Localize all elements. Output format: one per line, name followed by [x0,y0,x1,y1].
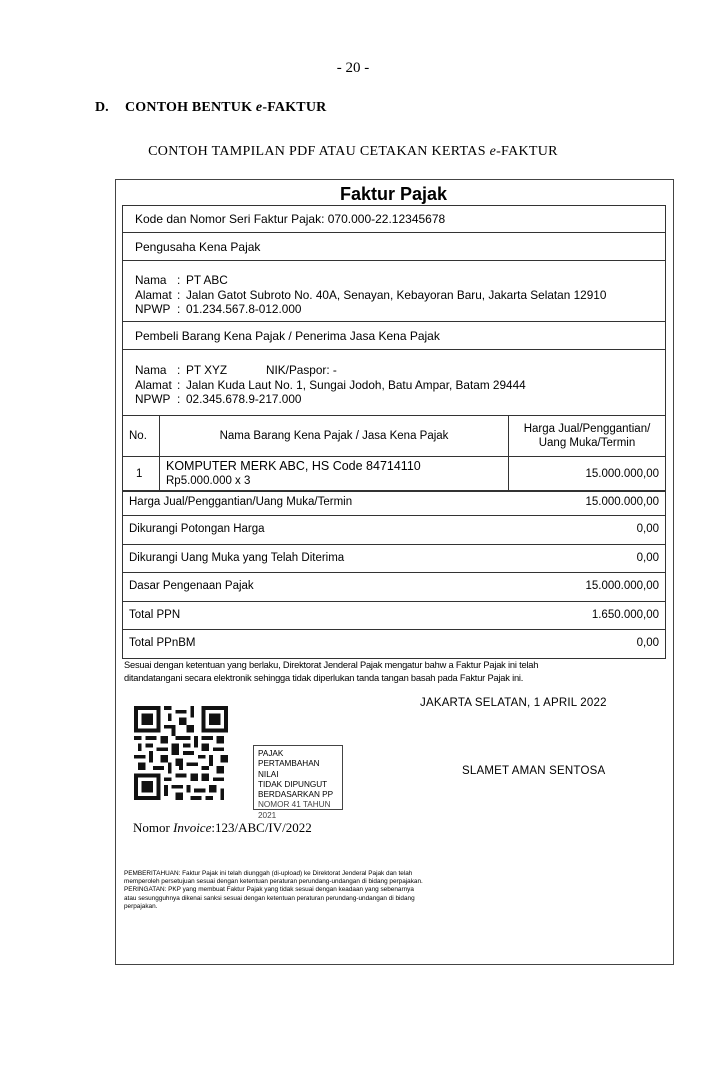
page-number: - 20 - [336,60,370,76]
stamp-line: PERTAMBAHAN NILAI [258,759,320,779]
stamp-line: 2021 [258,810,277,820]
caption-italic: e [489,144,497,159]
seller-npwp: 01.234.567.8-012.000 [186,302,302,316]
total-label: Dikurangi Potongan Harga [129,523,265,536]
total-value: 0,00 [636,637,659,650]
sign-place-date: JAKARTA SELATAN, 1 APRIL 2022 [420,697,607,709]
seller-heading: Pengusaha Kena Pajak [135,239,261,254]
seller-name-label: Nama [135,273,167,287]
buyer-npwp: 02.345.678.9-217.000 [186,392,302,406]
seller-heading-row [122,232,666,261]
col-name-header: Nama Barang Kena Pajak / Jasa Kena Pajak [160,416,509,457]
section-title-suffix: -FAKTUR [262,100,327,115]
total-row-uang-muka [122,544,666,573]
total-row-dpp [122,572,666,602]
tax-stamp-box [253,745,343,820]
total-row-ppn [122,601,666,630]
buyer-heading: Pembeli Barang Kena Pajak / Penerima Jasa Kena Pajak [135,328,440,343]
row-no: 1 [123,457,160,492]
caption-prefix: CONTOH TAMPILAN PDF ATAU CETAKAN KERTAS [148,144,490,159]
row-item-detail: Rp5.000.000 x 3 [166,475,251,487]
buyer-name-label: Nama [135,363,167,377]
stamp-line: TIDAK DIPUNGUT [258,779,328,789]
section-label: D. [95,100,109,115]
stamp-line: PAJAK [258,749,284,758]
buyer-name: PT XYZ [186,363,228,377]
row-item [160,457,509,492]
invoice-number [133,820,312,836]
buyer-address-label: Alamat [135,377,172,392]
seller-name: PT ABC [186,273,228,287]
invoice-number-value: :123/ABC/IV/2022 [211,820,312,835]
caption-suffix: -FAKTUR [496,144,558,159]
seller-npwp-label: NPWP [135,302,171,316]
total-value: 15.000.000,00 [585,496,659,509]
total-row-harga-jual [122,490,666,516]
buyer-npwp-label: NPWP [135,392,171,406]
total-row-potongan [122,515,666,545]
invoice-number-prefix: Nomor [133,820,174,835]
legal-note-line1: Sesuai dengan ketentuan yang berlaku, Direktorat Jenderal Pajak mengatur bahw a Faktur Pajak ini telah [124,660,539,670]
serial-number: Kode dan Nomor Seri Faktur Pajak: 070.000-22.12345678 [135,212,446,226]
seller-address: Jalan Gatot Subroto No. 40A, Senayan, Kebayoran Baru, Jakarta Selatan 12910 [186,287,607,302]
document-caption [0,144,706,160]
signer-name: SLAMET AMAN SENTOSA [462,765,606,777]
row-price: 15.000.000,00 [509,457,666,492]
total-label: Dikurangi Uang Muka yang Telah Diterima [129,551,345,564]
legal-note-line2: ditandatangani secara elektronik sehingga tidak diperlukan tanda tangan basah pada Faktur Pajak ini. [124,673,524,683]
total-label: Harga Jual/Penggantian/Uang Muka/Termin [129,496,353,509]
invoice-title: Faktur Pajak [339,184,448,204]
seller-address-label: Alamat [135,287,172,302]
section-title [125,100,326,116]
buyer-nik: NIK/Paspor: - [266,363,337,377]
total-value: 1.650.000,00 [591,608,659,621]
total-label: Total PPN [129,608,181,621]
qr-code-icon [134,706,228,800]
buyer-address: Jalan Kuda Laut No. 1, Sungai Jodoh, Batu Ampar, Batam 29444 [186,377,526,392]
total-value: 15.000.000,00 [585,580,659,593]
items-table [122,415,666,492]
buyer-details: Nama : PT XYZ NIK/Paspor: - Alamat : Jalan Kuda Laut No. 1, Sungai Jodoh, Batu Ampar, Batam 29444 NPWP : 02.345.678.9-217.000 [122,349,666,416]
stamp-line: NOMOR 41 TAHUN [258,800,331,810]
section-title-prefix: CONTOH BENTUK [125,100,256,115]
total-value: 0,00 [636,523,659,536]
col-price-header-line1: Harga Jual/Penggantian/ [523,423,651,435]
seller-details: Nama : PT ABC Alamat : Jalan Gatot Subroto No. 40A, Senayan, Kebayoran Baru, Jakarta Selatan 12910 NPWP : 01.234.567.8-012.000 [122,260,666,322]
buyer-heading-row [122,321,666,350]
table-row [123,457,666,492]
total-label: Total PPnBM [129,637,196,650]
total-label: Dasar Pengenaan Pajak [129,580,254,593]
stamp-line: BERDASARKAN PP [258,790,334,800]
col-no-header: No. [123,416,160,457]
col-price-header-line2: Uang Muka/Termin [538,437,636,449]
section-title-italic: e [255,100,263,115]
serial-number-row [122,205,666,233]
items-table-header [123,416,666,457]
invoice-number-italic: Invoice [173,820,212,835]
legal-note [124,659,574,685]
col-price-header [509,416,666,457]
notice-text: PEMBERITAHUAN: Faktur Pajak ini telah diunggah (di-upload) ke Direktorat Jenderal Pajak dan telah memperoleh persetujuan sesuai dengan ketentuan peraturan perundang-undangan di bidang perpajakan. PERINGATAN: PKP yang membuat Faktur Pajak yang tidak sesuai dengan keadaan yang sebenarnya atau sesungguhnya dikenai sanksi sesuai dengan ketentuan peraturan perundang-undangan di bidang perpajakan. [124,870,423,910]
total-value: 0,00 [636,551,659,564]
row-item-name: KOMPUTER MERK ABC, HS Code 84714110 [166,459,421,473]
total-row-ppnbm [122,629,666,659]
